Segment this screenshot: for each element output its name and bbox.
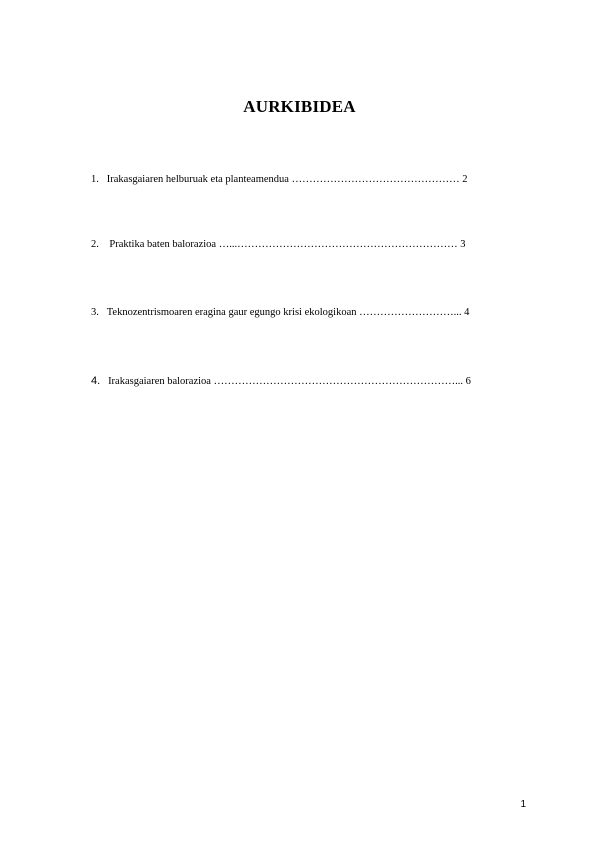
toc-entry-leader: ………………………………………… — [291, 174, 460, 185]
toc-entry-text: Irakasgaiaren balorazioa — [108, 376, 211, 387]
toc-entry-text: Irakasgaiaren helburuak eta planteamendua — [106, 174, 289, 185]
toc-entry-number: 3. — [91, 307, 99, 318]
toc-title: AURKIBIDEA — [243, 97, 356, 116]
toc-entry-page: 3 — [460, 239, 466, 250]
toc-entry-1[interactable] — [91, 173, 467, 187]
toc-entry-2[interactable] — [91, 238, 465, 252]
toc-entry-4[interactable] — [91, 374, 471, 389]
toc-entry-3[interactable] — [91, 306, 469, 320]
toc-entry-page: 4 — [464, 307, 470, 318]
toc-entry-leader: …...……………………………………………………… — [218, 239, 458, 250]
toc-entry-page: 2 — [462, 174, 468, 185]
toc-entry-number: 1. — [91, 174, 99, 185]
toc-entry-number: 4. — [91, 375, 101, 387]
page-number: 1 — [520, 799, 526, 810]
toc-entry-leader: ……………………………………………………………... — [213, 376, 463, 387]
toc-entry-page: 6 — [465, 376, 471, 387]
toc-entry-leader: ………………………... — [359, 307, 462, 318]
toc-entry-number: 2. — [91, 239, 99, 250]
toc-entry-text: Teknozentrismoaren eragina gaur egungo krisi ekologikoan — [106, 307, 357, 318]
toc-entry-text: Praktika baten balorazioa — [109, 239, 217, 250]
